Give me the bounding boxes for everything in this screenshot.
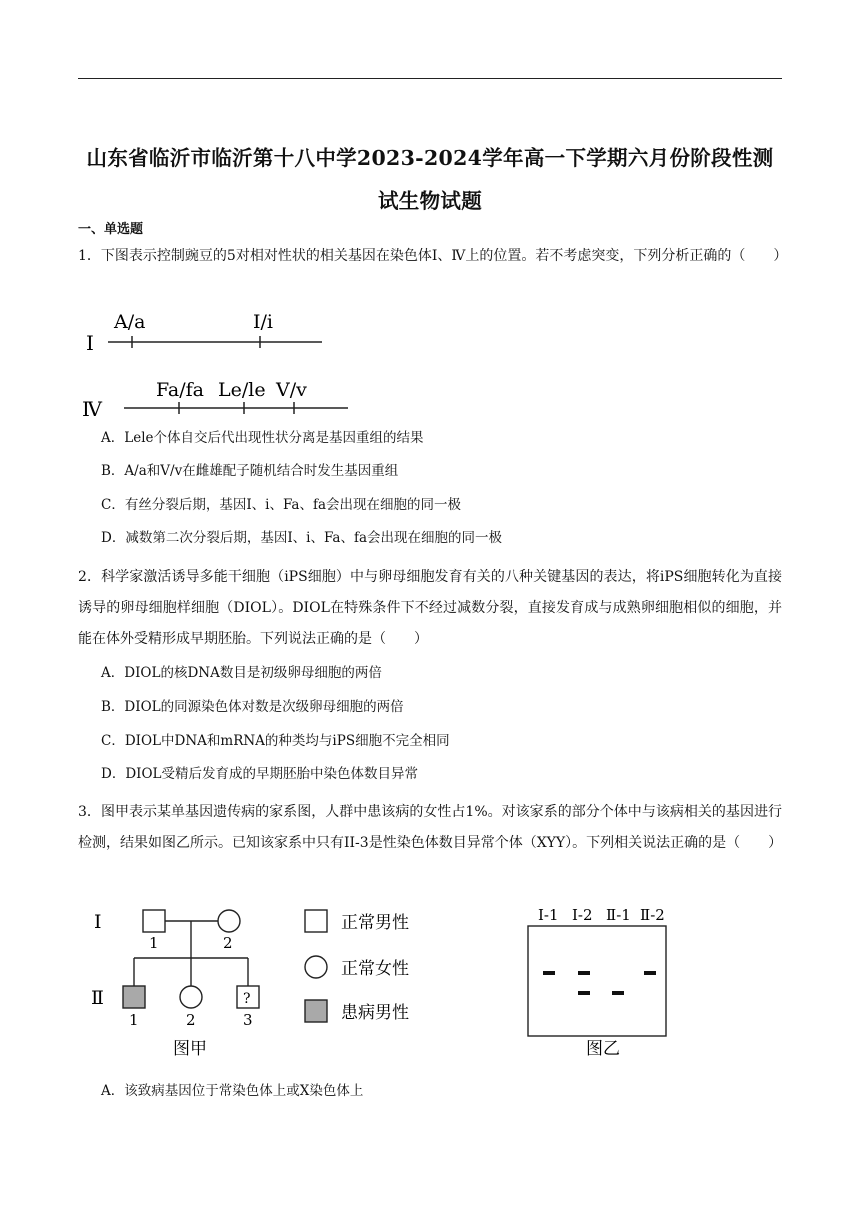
question-1-stem: 1．下图表示控制豌豆的5对相对性状的相关基因在染色体Ⅰ、Ⅳ上的位置。若不考虑突变，下列分析正确的（ ）	[78, 248, 788, 264]
unknown-mark: ?	[243, 991, 251, 1007]
generation-I-label: Ⅰ	[94, 911, 102, 933]
question-3-stem: 3．图甲表示某单基因遗传病的家系图，人群中患该病的女性占1%。对该家系的部分个体中与该病相关的基因进行检测，结果如图乙所示。已知该家系中只有II-3是性染色体数目异常个体（XYY）。下列相关说法正确的是（ ）	[78, 804, 783, 851]
gel-lane-label: Ⅱ-1	[606, 906, 631, 924]
pedigree-figure	[78, 898, 438, 1064]
gel-band	[578, 971, 590, 975]
gel-band	[578, 991, 590, 995]
question-2-stem: 2．科学家激活诱导多能干细胞（iPS细胞）中与卵母细胞发育有关的八种关键基因的表达，将iPS细胞转化为直接诱导的卵母细胞样细胞（DIOL）。DIOL在特殊条件下不经过减数分裂，直接发育成与成熟卵细胞相似的细胞，并能在体外受精形成早期胚胎。下列说法正确的是（ ）	[78, 569, 782, 647]
gel-band	[543, 971, 555, 975]
gel-band	[612, 991, 624, 995]
legend-normal-male-icon	[305, 910, 327, 932]
chromosome-figure	[78, 306, 368, 418]
question-1-option-c: C．有丝分裂后期，基因Ⅰ、i、Fa、fa会出现在细胞的同一极	[101, 497, 462, 513]
normal-female-symbol	[218, 910, 240, 932]
question-1-option-b: B．A/a和V/v在雌雄配子随机结合时发生基因重组	[101, 463, 399, 479]
figure-caption-a: 图甲	[173, 1039, 207, 1059]
question-2-option-b: B．DIOL的同源染色体对数是次级卵母细胞的两倍	[101, 699, 404, 715]
legend-label: 正常女性	[341, 959, 409, 979]
individual-number: 1	[129, 1011, 139, 1029]
legend-label: 患病男性	[341, 1003, 409, 1023]
question-3-option-a: A．该致病基因位于常染色体上或X染色体上	[101, 1083, 364, 1099]
chromosome-IV-label: Ⅳ	[82, 397, 102, 418]
generation-II-label: Ⅱ	[91, 987, 104, 1009]
question-2-option-c: C．DIOL中DNA和mRNA的种类均与iPS细胞不完全相同	[101, 733, 450, 749]
page-title: 山东省临沂市临沂第十八中学2023-2024学年高一下学期六月份阶段性测	[86, 146, 774, 170]
individual-number: 2	[186, 1011, 196, 1029]
legend-affected-male-icon	[305, 1000, 327, 1022]
question-2-option-a: A．DIOL的核DNA数目是初级卵母细胞的两倍	[101, 665, 382, 681]
affected-male-symbol	[123, 986, 145, 1008]
individual-number: 2	[223, 934, 233, 952]
chromosome-I-label: Ⅰ	[86, 331, 94, 355]
page-title-continued: 试生物试题	[378, 189, 482, 213]
figure-caption-b: 图乙	[586, 1039, 620, 1059]
gel-band	[644, 971, 656, 975]
individual-number: 1	[149, 934, 159, 952]
question-1-option-d: D．减数第二次分裂后期，基因Ⅰ、i、Fa、fa会出现在细胞的同一极	[101, 530, 503, 546]
question-1-option-a: A．Lele个体自交后代出现性状分离是基因重组的结果	[101, 430, 424, 446]
gel-lane-label: Ⅰ-1	[538, 906, 559, 924]
gel-frame	[528, 926, 666, 1036]
normal-female-symbol	[180, 986, 202, 1008]
gene-label: Fa/fa	[156, 379, 204, 401]
legend-normal-female-icon	[305, 956, 327, 978]
gel-lane-label: Ⅱ-2	[640, 906, 665, 924]
legend-label: 正常男性	[341, 913, 409, 933]
gel-lane-label: Ⅰ-2	[572, 906, 593, 924]
gene-label: A/a	[114, 311, 146, 333]
gene-label: I/i	[253, 311, 273, 333]
section-heading: 一、单选题	[78, 222, 144, 237]
gene-label: Le/le	[218, 379, 266, 401]
individual-number: 3	[243, 1011, 253, 1029]
gel-figure	[520, 898, 680, 1064]
normal-male-symbol	[143, 910, 165, 932]
gene-label: V/v	[276, 379, 307, 401]
header-rule	[78, 78, 782, 79]
question-2-option-d: D．DIOL受精后发育成的早期胚胎中染色体数目异常	[101, 766, 419, 782]
